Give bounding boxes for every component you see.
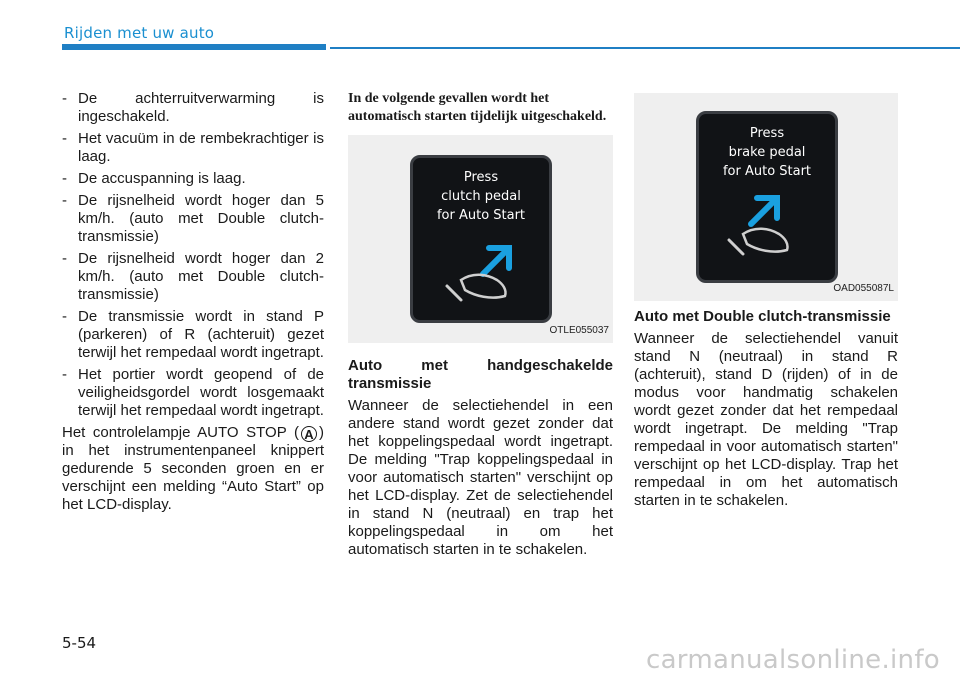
middle-column [348,90,613,559]
intro-text: In de volgende gevallen wordt het automatisch starten tijdelijk uitgeschakeld. [348,91,607,124]
figure-brake [634,93,898,301]
lcd-display [696,111,838,283]
list-item: - Het vacuüm in de rembekrachtiger is laag. [62,130,324,165]
lcd-line: Press [749,126,785,141]
body-manual: Wanneer de selectiehendel in een andere stand wordt gezet zonder dat het koppelingspedaal wordt ingetrapt. De melding "Trap koppelingspedaal in voor automatisch starten" verschijnt op het LCD-display. Zet de selectiehendel in stand N (neutraal) en trap het koppelingspedaal in om het automatisch starten in te schakelen. [348,397,613,558]
list-item: - De rijsnelheid wordt hoger dan 2 km/h. (auto met Double clutch-transmissie) [62,250,324,303]
lcd-line: brake pedal [728,145,806,160]
figure-code: OTLE055037 [549,325,609,336]
list-item: - De rijsnelheid wordt hoger dan 5 km/h. (auto met Double clutch-transmissie) [62,192,324,245]
lcd-display [410,155,552,323]
foot-pedal-icon [431,240,531,310]
subheading-manual: Auto met handgeschakelde transmissie [348,357,613,392]
lcd-line: clutch pedal [441,189,521,204]
auto-stop-indicator-icon: A [301,426,317,442]
list-item: - De accuspanning is laag. [62,170,246,187]
foot-pedal-icon [717,190,817,260]
subheading-dct: Auto met Double clutch-transmissie [634,308,891,325]
lcd-line: Press [463,170,499,185]
header-bar-accent [62,44,326,50]
lcd-line: for Auto Start [436,208,526,223]
list-item: - De achterruitverwarming is ingeschakeld. [62,90,324,125]
list-item: - De transmissie wordt in stand P (parkeren) of R (achteruit) gezet terwijl het rempedaal wordt ingetrapt. [62,308,324,361]
list-item: - Het portier wordt geopend of de veiligheidsgordel wordt losgemaakt terwijl het rempedaal wordt ingetrapt. [62,366,324,419]
right-column [634,93,898,510]
section-title: Rijden met uw auto [64,24,215,42]
lcd-line: for Auto Start [722,164,812,179]
header-rule [330,47,960,49]
figure-code: OAD055087L [833,283,894,294]
watermark: carmanualsonline.info [645,645,940,675]
body-dct: Wanneer de selectiehendel vanuit stand N (neutraal) in stand R (achteruit), stand D (rijden) of in de modus voor handmatig schakelen wordt gezet zonder dat het rempedaal wordt ingetrapt. De melding "Trap rempedaal in voor automatisch starten" verschijnt op het LCD-display. Trap het rempedaal in om het automatisch starten in te schakelen. [634,330,898,509]
auto-stop-paragraph: Het controlelampje AUTO STOP ( A ) in het instrumentenpaneel knippert gedurende 5 seconden groen en er verschijnt een melding “Auto Start” op het LCD-display. [62,424,324,513]
figure-clutch [348,135,613,343]
page-number: 5-54 [62,634,97,652]
left-column [62,90,324,514]
